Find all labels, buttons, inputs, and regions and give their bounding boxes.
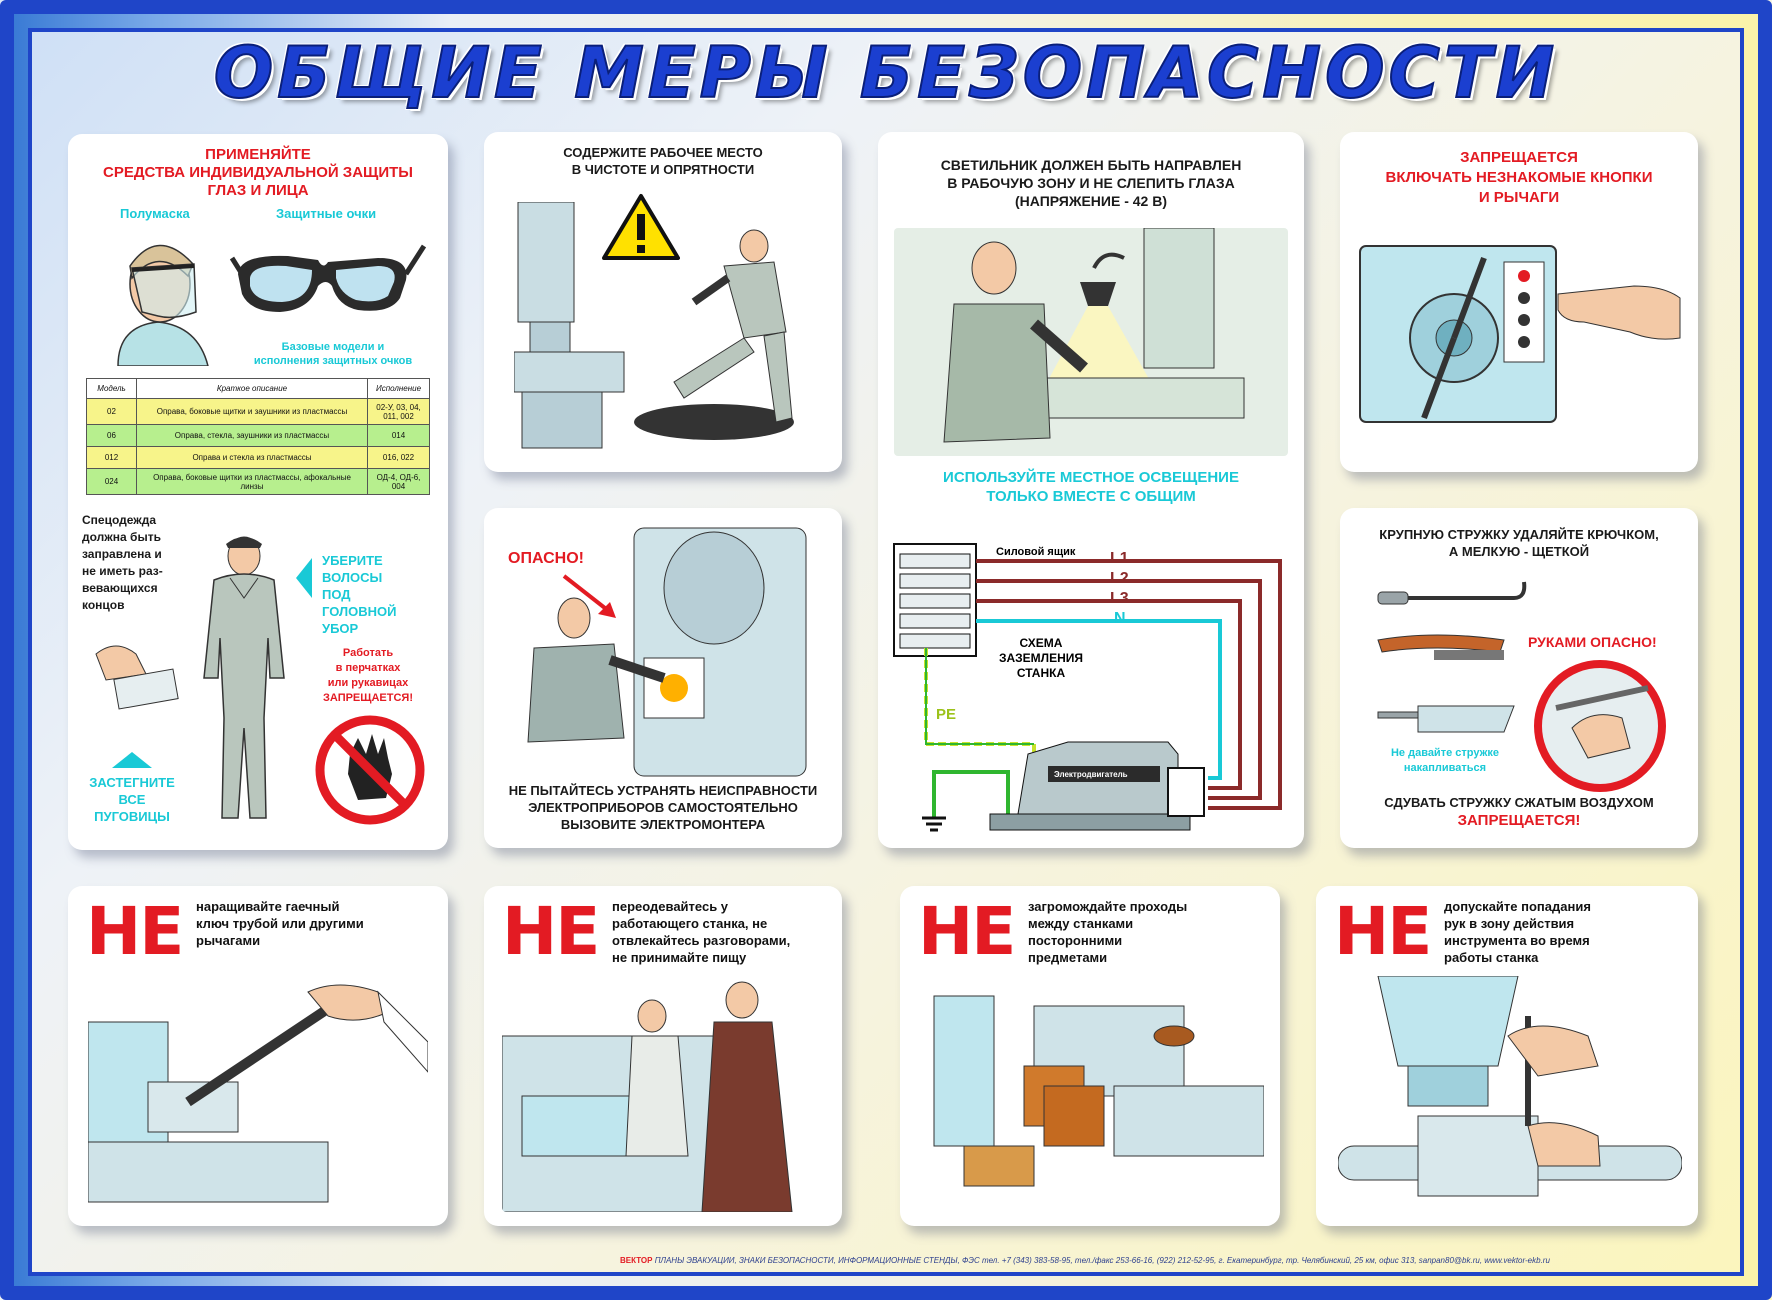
table-header: Исполнение [368, 379, 430, 399]
motor-label: Электродвигатель [1054, 770, 1128, 779]
control-panel-illustration [1354, 242, 1684, 452]
card-electrical [484, 508, 842, 848]
page-title: ОБЩИЕ МЕРЫ БЕЗОПАСНОСТИ [213, 32, 1559, 114]
table-header: Краткое описание [137, 379, 368, 399]
text-line: отвлекайтесь разговорами, [612, 933, 791, 948]
brush-tool-icon [1374, 632, 1514, 662]
text-line: ТОЛЬКО ВМЕСТЕ С ОБЩИМ [986, 488, 1196, 505]
text-line: ВЫЗОВИТЕ ЭЛЕКТРОМОНТЕРА [560, 817, 766, 832]
text-line: УБЕРИТЕ [322, 553, 383, 568]
caption-line: исполнения защитных очков [253, 355, 413, 367]
table-cell: 012 [87, 447, 137, 469]
table-cell: 024 [87, 469, 137, 495]
workers-talking-illustration [502, 976, 826, 1212]
table-cell: 014 [368, 425, 430, 447]
wire-l3-label: L3 [1110, 590, 1129, 607]
card-ne-wrench [68, 886, 448, 1226]
text-line: ЗАПРЕЩАЕТСЯ! [323, 692, 413, 704]
text-line: инструмента во время [1444, 933, 1590, 948]
table-cell: 016, 022 [368, 447, 430, 469]
goggles-table [86, 378, 430, 495]
text-line: НЕ ПЫТАЙТЕСЬ УСТРАНЯТЬ НЕИСПРАВНОСТИ [508, 783, 818, 798]
text-line: Не давайте стружке [1390, 747, 1500, 759]
text-line: не иметь раз- [82, 564, 163, 578]
text-line: ПУГОВИЦЫ [94, 809, 170, 824]
heading-line: ЗАПРЕЩАЕТСЯ [1460, 149, 1578, 166]
heading-line: А МЕЛКУЮ - ЩЕТКОЙ [1448, 544, 1590, 559]
text-line: ПОД [322, 587, 351, 602]
text-line: работающего станка, не [612, 916, 768, 931]
clean-heading [484, 144, 842, 178]
table-cell: Оправа, боковые щитки и заушники из пластмассы [137, 399, 368, 425]
goggles-illustration [228, 234, 428, 324]
slip-illustration [514, 202, 814, 450]
goggles-label: Защитные очки [276, 206, 377, 221]
ne-text [1444, 898, 1654, 966]
halfmask-illustration [98, 226, 218, 366]
cuff-illustration [86, 634, 186, 714]
arrow-up-icon [112, 750, 152, 768]
ne-word: НЕ [86, 893, 183, 970]
buttons-heading [1340, 148, 1698, 208]
ne-word: НЕ [502, 893, 599, 970]
table-cell: Оправа, стекла, заушники из пластмассы [137, 425, 368, 447]
ne-word: НЕ [918, 893, 1015, 970]
text-line: между станками [1028, 916, 1134, 931]
air-blow-text: СДУВАТЬ СТРУЖКУ СЖАТЫМ ВОЗДУХОМ [1384, 795, 1654, 810]
wire-n-label: N [1114, 610, 1126, 627]
heading-line: В ЧИСТОТЕ И ОПРЯТНОСТИ [571, 162, 755, 177]
cluttered-passage-illustration [924, 966, 1264, 1212]
tool-zone-illustration [1338, 976, 1682, 1212]
table-cell: 06 [87, 425, 137, 447]
heading-line: И РЫЧАГИ [1478, 189, 1560, 206]
arrow-left-icon [294, 558, 314, 598]
text-line: в перчатках [335, 662, 401, 674]
table-cell: ОД-4, ОД-6, 004 [368, 469, 430, 495]
heading-line: В РАБОЧУЮ ЗОНУ И НЕ СЛЕПИТЬ ГЛАЗА [947, 175, 1235, 191]
text-line: загромождайте проходы [1028, 899, 1188, 914]
air-blow-forbidden: ЗАПРЕЩАЕТСЯ! [1457, 812, 1581, 829]
table-row [87, 469, 430, 495]
text-line: ЭЛЕКТРОПРИБОРОВ САМОСТОЯТЕЛЬНО [528, 800, 798, 815]
text-line: концов [82, 598, 125, 612]
card-ne-hands [1316, 886, 1698, 1226]
wire-l1-label: L1 [1110, 550, 1129, 567]
table-cell: 02-У, 03, 04, 011, 002 [368, 399, 430, 425]
text-line: ЗАСТЕГНИТЕ [89, 775, 175, 790]
scheme-label [986, 636, 1096, 681]
text-line: наращивайте гаечный [196, 899, 340, 914]
heading-line: СВЕТИЛЬНИК ДОЛЖЕН БЫТЬ НАПРАВЛЕН [940, 157, 1242, 173]
ppe-heading-line: СРЕДСТВА ИНДИВИДУАЛЬНОЙ ЗАЩИТЫ [103, 164, 413, 181]
base-models-caption [218, 340, 448, 368]
card-clean-workplace [484, 132, 842, 472]
text-line: ВОЛОСЫ [322, 570, 383, 585]
table-cell: 02 [87, 399, 137, 425]
text-line: работы станка [1444, 950, 1539, 965]
heading-line: ВКЛЮЧАТЬ НЕЗНАКОМЫЕ КНОПКИ [1385, 169, 1653, 186]
chips-heading [1340, 526, 1698, 560]
grounding-scheme-diagram [878, 528, 1304, 848]
power-box-label: Силовой ящик [996, 546, 1076, 558]
heading-line: СОДЕРЖИТЕ РАБОЧЕЕ МЕСТО [563, 145, 763, 160]
text-line: ИСПОЛЬЗУЙТЕ МЕСТНОЕ ОСВЕЩЕНИЕ [943, 469, 1239, 486]
ne-text [1028, 898, 1238, 966]
table-row [87, 447, 430, 469]
ppe-heading-line: ПРИМЕНЯЙТЕ [205, 146, 311, 163]
text-line: ключ трубой или другими [196, 916, 364, 931]
ppe-heading-line: ГЛАЗ И ЛИЦА [207, 182, 309, 199]
ne-text [196, 898, 406, 949]
scoop-tool-icon [1374, 700, 1524, 740]
chips-accumulate-text [1360, 746, 1530, 776]
ne-word: НЕ [1334, 893, 1431, 970]
hair-text [322, 552, 396, 637]
text-line: должна быть [82, 530, 161, 544]
text-line: накапливаться [1403, 762, 1487, 774]
heading-line: КРУПНУЮ СТРУЖКУ УДАЛЯЙТЕ КРЮЧКОМ, [1379, 527, 1659, 542]
footer [620, 1256, 1550, 1265]
electrician-illustration [514, 518, 814, 780]
danger-label: ОПАСНО! [508, 550, 584, 567]
heading-line: (НАПРЯЖЕНИЕ - 42 В) [1015, 193, 1167, 209]
gloves-text [298, 646, 438, 706]
card-ppe [68, 134, 448, 850]
no-gloves-icon [314, 714, 426, 826]
table-row [87, 399, 430, 425]
pe-label: PE [936, 706, 957, 723]
text-line: посторонними [1028, 933, 1123, 948]
lamp-illustration [894, 228, 1288, 456]
table-header: Модель [87, 379, 137, 399]
footer-text: ПЛАНЫ ЭВАКУАЦИИ, ЗНАКИ БЕЗОПАСНОСТИ, ИНФОРМАЦИОННЫЕ СТЕНДЫ, ФЭС тел. +7 (343) 383-58-95, тел./факс 253-66-16, (922) 212-52-95, г. Екатеринбург, тр. Челябинский, 25 км, офис 313, sanpan80@bk.ru, www.vektor-ekb.ru [654, 1256, 1550, 1265]
text-line: рычагами [196, 933, 261, 948]
card-buttons-forbidden [1340, 132, 1698, 472]
text-line: рук в зону действия [1444, 916, 1575, 931]
text-line: вевающихся [82, 581, 158, 595]
card-chip-removal [1340, 508, 1698, 848]
wrench-illustration [88, 982, 428, 1212]
clothing-text [82, 512, 163, 614]
card-ne-passages [900, 886, 1280, 1226]
text-line: ВСЕ [118, 792, 146, 807]
halfmask-label: Полумаска [120, 206, 190, 221]
text-line: не принимайте пищу [612, 950, 747, 965]
worker-overalls-illustration [184, 528, 304, 828]
caption-line: Базовые модели и [281, 341, 385, 353]
text-line: заправлена и [82, 547, 162, 561]
text-line: допускайте попадания [1444, 899, 1591, 914]
hook-tool-icon [1374, 574, 1534, 614]
brand-logo: ВЕКТОР [620, 1256, 653, 1265]
table-row [87, 425, 430, 447]
text-line: ЗАЗЕМЛЕНИЯ [998, 651, 1084, 665]
text-line: Работать [342, 647, 394, 659]
buttons-text [82, 774, 182, 825]
hands-danger-icon [1532, 658, 1668, 794]
text-line: СТАНКА [1016, 666, 1066, 680]
wire-l2-label: L2 [1110, 570, 1129, 587]
table-cell: Оправа, боковые щитки из пластмассы, афокальные линзы [137, 469, 368, 495]
text-line: СХЕМА [1019, 636, 1063, 650]
text-line: переодевайтесь у [612, 899, 729, 914]
ne-text [612, 898, 822, 966]
text-line: ГОЛОВНОЙ [322, 604, 397, 619]
text-line: или рукавицах [327, 677, 409, 689]
text-line: предметами [1028, 950, 1108, 965]
text-line: Спецодежда [82, 513, 157, 527]
lighting-heading [878, 156, 1304, 210]
local-light-text [878, 468, 1304, 506]
table-cell: Оправа и стекла из пластмассы [137, 447, 368, 469]
hands-danger-label: РУКАМИ ОПАСНО! [1528, 634, 1657, 650]
card-lighting [878, 132, 1304, 848]
electric-text [484, 782, 842, 833]
text-line: УБОР [322, 621, 359, 636]
ppe-heading [68, 146, 448, 200]
card-ne-changing [484, 886, 842, 1226]
